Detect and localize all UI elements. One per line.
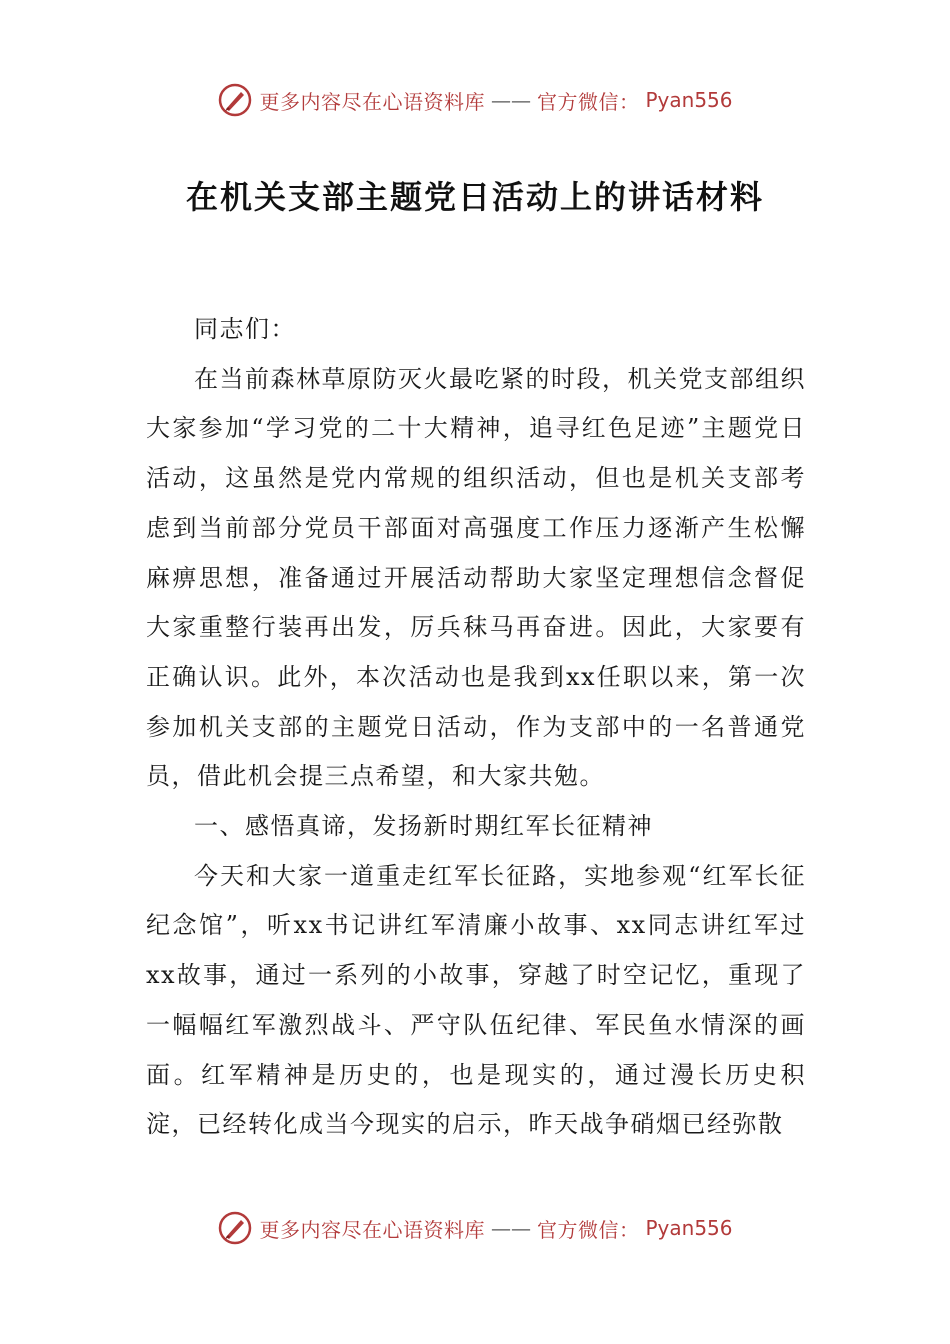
watermark-dash: ——	[490, 1216, 531, 1240]
footer-watermark	[0, 1210, 950, 1246]
watermark-account: Pyan556	[645, 1216, 733, 1240]
section-heading: 一、感悟真谛，发扬新时期红军长征精神	[194, 812, 653, 841]
watermark-dash: ——	[490, 88, 531, 112]
watermark-label: 官方微信：	[536, 1217, 640, 1242]
watermark-label: 官方微信：	[536, 89, 640, 114]
salutation: 同志们：	[194, 315, 296, 343]
document-title: 在机关支部主题党日活动上的讲话材料	[185, 178, 764, 216]
quill-pen-logo-icon	[217, 82, 253, 118]
body-paragraph: 今天和大家一道重走红军长征路，实地参观“红军长征纪念馆”，听xx书记讲红军清廉小故事、xx同志讲红军过xx故事，通过一系列的小故事，穿越了时空记忆，重现了一幅幅红军激烈战斗、严守队伍纪律、军民鱼水情深的画面。红军精神是历史的，也是现实的，通过漫长历史积淀，已经转化成当今现实的启示，昨天战争硝烟已经弥散	[146, 861, 806, 1139]
header-watermark	[0, 82, 950, 118]
document-body	[146, 305, 806, 1150]
watermark-text: 更多内容尽在心语资料库	[259, 89, 485, 114]
body-paragraph: 在当前森林草原防灭火最吃紧的时段，机关党支部组织大家参加“学习党的二十大精神，追寻红色足迹”主题党日活动，这虽然是党内常规的组织活动，但也是机关支部考虑到当前部分党员干部面对高强度工作压力逐渐产生松懈麻痹思想，准备通过开展活动帮助大家坚定理想信念督促大家重整行装再出发，厉兵秣马再奋进。因此，大家要有正确认识。此外，本次活动也是我到xx任职以来，第一次参加机关支部的主题党日活动，作为支部中的一名普通党员，借此机会提三点希望，和大家共勉。	[146, 364, 806, 791]
watermark-text: 更多内容尽在心语资料库	[259, 1217, 485, 1242]
watermark-account: Pyan556	[645, 88, 733, 112]
quill-pen-logo-icon	[217, 1210, 253, 1246]
